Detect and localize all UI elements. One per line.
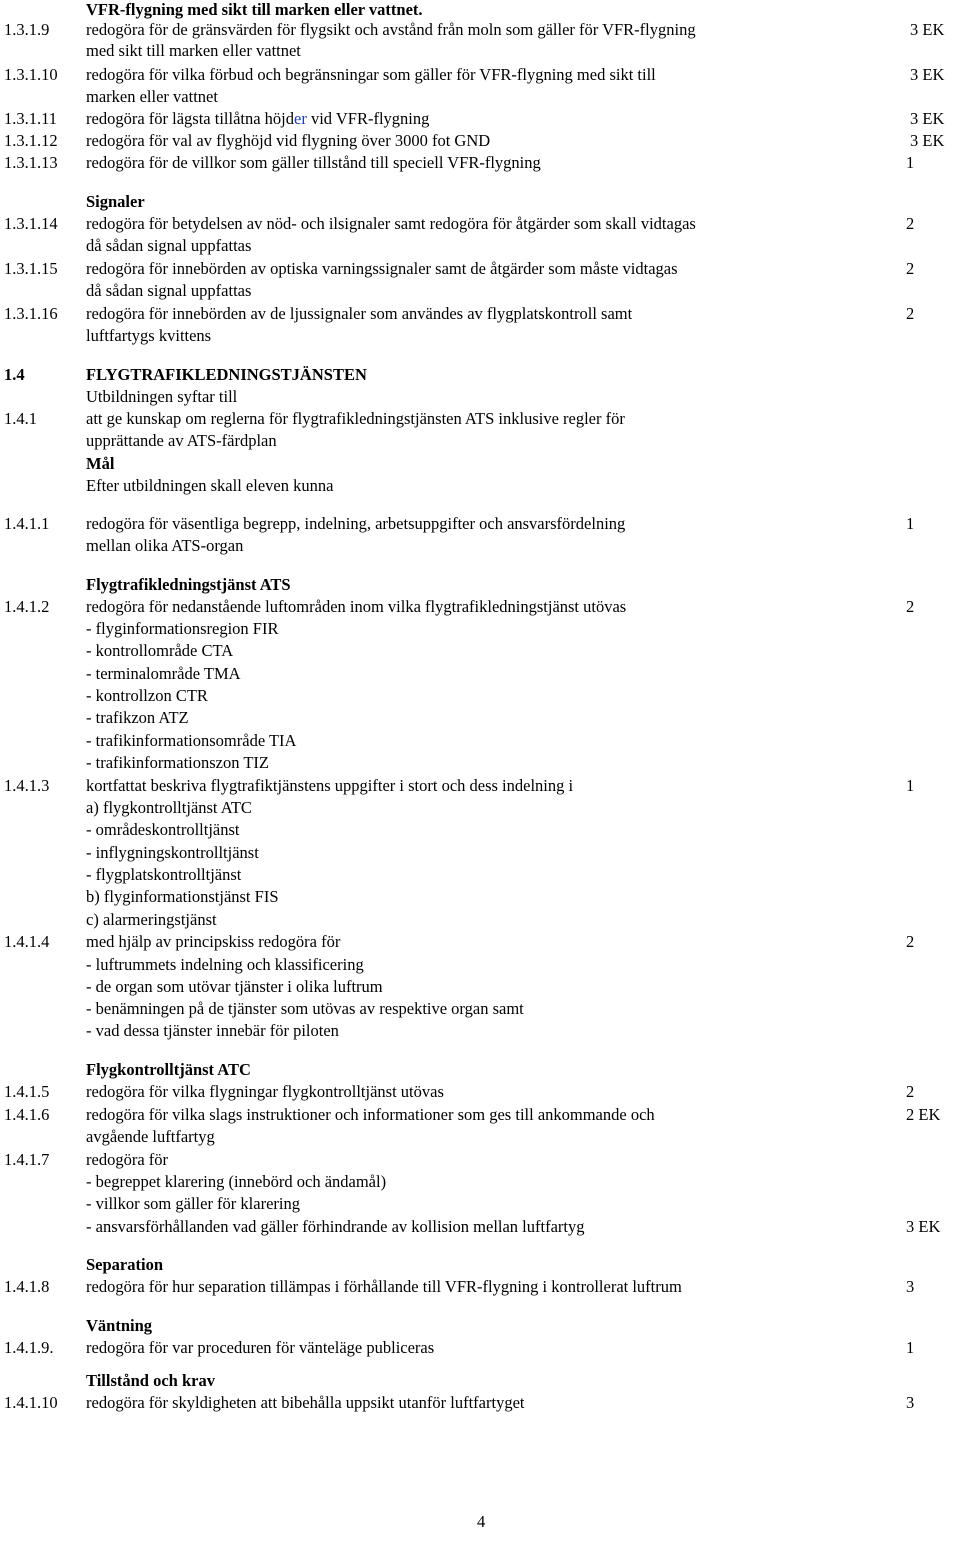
goal-intro: Efter utbildningen skall eleven kunna (86, 476, 334, 495)
item-number: 1.4.1.5 (4, 1082, 50, 1101)
item-level: 3 EK (910, 65, 945, 84)
list-item: - kontrollzon CTR (86, 686, 208, 705)
goal-heading: Mål (86, 454, 115, 473)
item-text: redogöra för innebörden av de ljussignaler som användes av flygplatskontroll samt (86, 304, 633, 323)
subheading-tillstand: Tillstånd och krav (86, 1371, 215, 1390)
subheading-ats: Flygtrafikledningstjänst ATS (86, 575, 291, 594)
item-number: 1.4.1.6 (4, 1105, 50, 1124)
list-item: - trafikinformationsområde TIA (86, 731, 297, 750)
subheading-separation: Separation (86, 1255, 164, 1274)
item-level: 3 EK (910, 109, 945, 128)
list-item: - begreppet klarering (innebörd och ändamål) (86, 1172, 387, 1191)
item-number: 1.4.1.4 (4, 932, 50, 951)
item-number: 1.4.1.10 (4, 1393, 58, 1412)
item-number: 1.4.1.3 (4, 776, 50, 795)
item-text: redogöra för hur separation tillämpas i förhållande till VFR-flygning i kontrollerat luftrum (86, 1277, 682, 1296)
item-text: då sådan signal uppfattas (86, 236, 252, 255)
section-title: FLYGTRAFIKLEDNINGSTJÄNSTEN (86, 365, 367, 384)
list-item: - ansvarsförhållanden vad gäller förhindrande av kollision mellan luftfartyg (86, 1217, 585, 1236)
item-text: upprättande av ATS-färdplan (86, 431, 277, 450)
list-item: - terminalområde TMA (86, 664, 241, 683)
item-text: redogöra för de villkor som gäller tillstånd till speciell VFR-flygning (86, 153, 541, 172)
list-item: c) alarmeringstjänst (86, 910, 217, 929)
item-level: 2 (906, 597, 915, 616)
list-item: b) flyginformationstjänst FIS (86, 887, 279, 906)
item-level: 3 (906, 1277, 915, 1296)
item-level: 2 (906, 932, 915, 951)
item-level: 2 (906, 1082, 915, 1101)
item-text: redogöra för väsentliga begrepp, indelning, arbetsuppgifter och ansvarsfördelning (86, 514, 626, 533)
list-item: - villkor som gäller för klarering (86, 1194, 300, 1213)
page-number: 4 (477, 1512, 486, 1531)
list-item: - luftrummets indelning och klassificering (86, 955, 364, 974)
item-number: 1.3.1.13 (4, 153, 58, 172)
item-number: 1.3.1.9 (4, 20, 50, 39)
item-level: 3 EK (910, 131, 945, 150)
item-text: med hjälp av principskiss redogöra för (86, 932, 341, 951)
item-number: 1.4.1 (4, 409, 37, 428)
subheading-signaler: Signaler (86, 192, 145, 211)
item-number: 1.3.1.14 (4, 214, 58, 233)
subheading-atc: Flygkontrolltjänst ATC (86, 1060, 251, 1079)
item-text: redogöra för (86, 1150, 169, 1169)
item-text: redogöra för lägsta tillåtna höjder vid VFR-flygning (86, 109, 430, 128)
item-text: redogöra för val av flyghöjd vid flygning över 3000 fot GND (86, 131, 491, 150)
item-level: 1 (906, 1338, 915, 1357)
item-level: 2 EK (906, 1105, 941, 1124)
item-text: redogöra för vilka förbud och begränsningar som gäller för VFR-flygning med sikt till (86, 65, 656, 84)
item-number: 1.3.1.11 (4, 109, 58, 128)
item-text: redogöra för vilka slags instruktioner och informationer som ges till ankommande och (86, 1105, 655, 1124)
item-level: 1 (906, 776, 915, 795)
list-item: - trafikzon ATZ (86, 708, 189, 727)
item-text: marken eller vattnet (86, 87, 218, 106)
item-number: 1.4.1.9. (4, 1338, 54, 1357)
purpose-heading: Utbildningen syftar till (86, 387, 238, 406)
item-text: redogöra för de gränsvärden för flygsikt och avstånd från moln som gäller för VFR-flygning (86, 20, 696, 39)
item-text: kortfattat beskriva flygtrafiktjänstens uppgifter i stort och dess indelning i (86, 776, 574, 795)
item-text: redogöra för vilka flygningar flygkontrolltjänst utövas (86, 1082, 444, 1101)
item-number: 1.4.1.7 (4, 1150, 50, 1169)
list-item: - vad dessa tjänster innebär för piloten (86, 1021, 339, 1040)
item-number: 1.4.1.2 (4, 597, 50, 616)
item-number: 1.3.1.16 (4, 304, 58, 323)
list-item: - de organ som utövar tjänster i olika luftrum (86, 977, 383, 996)
item-text: med sikt till marken eller vattnet (86, 41, 301, 60)
list-item: a) flygkontrolltjänst ATC (86, 798, 252, 817)
item-text: då sådan signal uppfattas (86, 281, 252, 300)
item-text: redogöra för innebörden av optiska varningssignaler samt de åtgärder som måste vidtagas (86, 259, 678, 278)
item-text: att ge kunskap om reglerna för flygtrafikledningstjänsten ATS inklusive regler för (86, 409, 625, 428)
item-level: 3 EK (910, 20, 945, 39)
list-item: - benämningen på de tjänster som utövas av respektive organ samt (86, 999, 524, 1018)
subheading-vantning: Väntning (86, 1316, 153, 1335)
item-number: 1.3.1.15 (4, 259, 58, 278)
item-text: mellan olika ATS-organ (86, 536, 244, 555)
list-item: - flyginformationsregion FIR (86, 619, 279, 638)
item-level: 1 (906, 514, 915, 533)
list-item: - flygplatskontrolltjänst (86, 865, 242, 884)
item-level: 3 EK (906, 1217, 941, 1236)
item-level: 2 (906, 304, 915, 323)
list-item: - inflygningskontrolltjänst (86, 843, 259, 862)
item-text: luftfartygs kvittens (86, 326, 212, 345)
item-number: 1.4.1.1 (4, 514, 50, 533)
item-level: 1 (906, 153, 915, 172)
item-number: 1.4.1.8 (4, 1277, 50, 1296)
list-item: - områdeskontrolltjänst (86, 820, 240, 839)
item-text: redogöra för nedanstående luftområden inom vilka flygtrafikledningstjänst utövas (86, 597, 627, 616)
item-text: redogöra för skyldigheten att bibehålla uppsikt utanför luftfartyget (86, 1393, 525, 1412)
item-number: 1.3.1.10 (4, 65, 58, 84)
list-item: - kontrollområde CTA (86, 641, 234, 660)
item-level: 3 (906, 1393, 915, 1412)
item-text: redogöra för var proceduren för vänteläge publiceras (86, 1338, 435, 1357)
item-level: 2 (906, 214, 915, 233)
list-item: - trafikinformationszon TIZ (86, 753, 269, 772)
item-text: redogöra för betydelsen av nöd- och ilsignaler samt redogöra för åtgärder som skall vidtagas (86, 214, 696, 233)
item-number: 1.3.1.12 (4, 131, 58, 150)
item-level: 2 (906, 259, 915, 278)
section-number: 1.4 (4, 365, 25, 384)
section-header: VFR-flygning med sikt till marken eller vattnet. (86, 0, 423, 19)
item-text: avgående luftfartyg (86, 1127, 215, 1146)
